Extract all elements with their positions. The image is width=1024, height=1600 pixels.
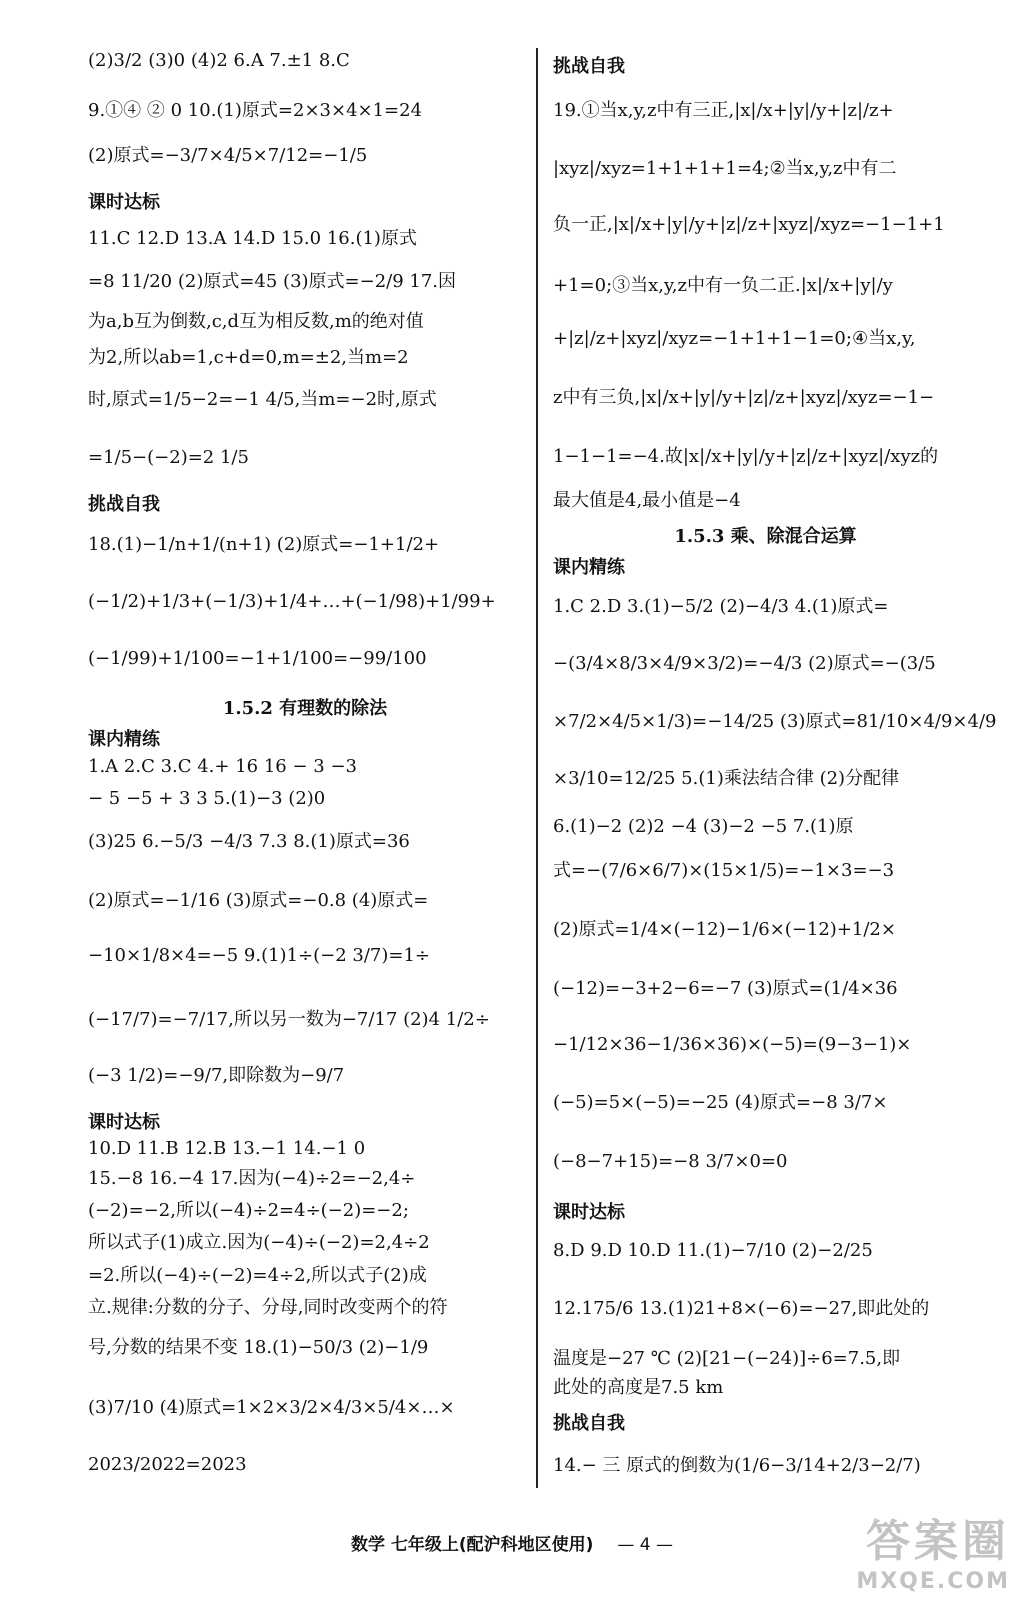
left-section-14: 1.5.2 有理数的除法	[222, 698, 388, 719]
left-line-12: (−1/2)+1/3+(−1/3)+1/4+…+(−1/98)+1/99+	[88, 591, 496, 612]
column-divider	[536, 48, 538, 1488]
right-line-7: 1−1−1=−4.故|x|/x+|y|/y+|z|/z+|xyz|/xyz的	[553, 446, 939, 467]
watermark-logo	[856, 1505, 1010, 1594]
right-line-4: +1=0;③当x,y,z中有一负二正.|x|/x+|y|/y	[553, 275, 893, 296]
left-line-17: − 5 −5 + 3 3 5.(1)−3 (2)0	[88, 788, 326, 809]
right-line-20: (−5)=5×(−5)=−25 (4)原式=−8 3/7×	[553, 1092, 888, 1113]
left-line-16: 1.A 2.C 3.C 4.+ 16 16 − 3 −3	[88, 756, 357, 777]
right-line-19: −1/12×36−1/36×36)×(−5)=(9−3−1)×	[553, 1034, 912, 1055]
right-line-23: 8.D 9.D 10.D 11.(1)−7/10 (2)−2/25	[553, 1240, 873, 1261]
left-line-1: 9.①④ ② 0 10.(1)原式=2×3×4×1=24	[88, 100, 423, 121]
left-heading-10: 挑战自我	[88, 494, 160, 515]
left-line-32: 2023/2022=2023	[88, 1454, 247, 1475]
right-heading-10: 课内精练	[553, 557, 625, 578]
right-heading-0: 挑战自我	[553, 56, 625, 77]
left-line-9: =1/5−(−2)=2 1/5	[88, 447, 249, 468]
left-line-22: (−3 1/2)=−9/7,即除数为−9/7	[88, 1065, 345, 1086]
left-line-11: 18.(1)−1/n+1/(n+1) (2)原式=−1+1/2+	[88, 534, 440, 555]
left-line-6: 为a,b互为倒数,c,d互为相反数,m的绝对值	[88, 311, 424, 332]
right-heading-27: 挑战自我	[553, 1413, 625, 1434]
right-line-1: 19.①当x,y,z中有三正,|x|/x+|y|/y+|z|/z+	[553, 100, 894, 121]
right-line-25: 温度是−27 ℃ (2)[21−(−24)]÷6=7.5,即	[553, 1348, 901, 1369]
left-line-19: (2)原式=−1/16 (3)原式=−0.8 (4)原式=	[88, 890, 429, 911]
left-line-21: (−17/7)=−7/17,所以另一数为−7/17 (2)4 1/2÷	[88, 1009, 490, 1030]
right-line-11: 1.C 2.D 3.(1)−5/2 (2)−4/3 4.(1)原式=	[553, 596, 889, 617]
right-line-8: 最大值是4,最小值是−4	[553, 490, 741, 511]
left-heading-15: 课内精练	[88, 729, 160, 750]
right-line-6: z中有三负,|x|/x+|y|/y+|z|/z+|xyz|/xyz=−1−	[553, 387, 935, 408]
right-line-21: (−8−7+15)=−8 3/7×0=0	[553, 1151, 788, 1172]
left-line-24: 10.D 11.B 12.B 13.−1 14.−1 0	[88, 1138, 366, 1159]
right-line-13: ×7/2×4/5×1/3)=−14/25 (3)原式=81/10×4/9×4/9	[553, 711, 997, 732]
watermark-line-1: 答案圈	[866, 1516, 1010, 1567]
right-line-24: 12.175/6 13.(1)21+8×(−6)=−27,即此处的	[553, 1298, 930, 1319]
left-line-27: 所以式子(1)成立.因为(−4)÷(−2)=2,4÷2	[88, 1232, 430, 1253]
left-line-0: (2)3/2 (3)0 (4)2 6.A 7.±1 8.C	[88, 50, 350, 71]
left-line-8: 时,原式=1/5−2=−1 4/5,当m=−2时,原式	[88, 389, 437, 410]
left-line-18: (3)25 6.−5/3 −4/3 7.3 8.(1)原式=36	[88, 831, 410, 852]
right-line-16: 式=−(7/6×6/7)×(15×1/5)=−1×3=−3	[553, 860, 895, 881]
right-line-28: 14.− 三 原式的倒数为(1/6−3/14+2/3−2/7)	[553, 1455, 921, 1476]
left-heading-23: 课时达标	[88, 1112, 160, 1133]
left-line-31: (3)7/10 (4)原式=1×2×3/2×4/3×5/4×…×	[88, 1397, 455, 1418]
right-line-5: +|z|/z+|xyz|/xyz=−1+1+1−1=0;④当x,y,	[553, 328, 916, 349]
left-line-28: =2.所以(−4)÷(−2)=4÷2,所以式子(2)成	[88, 1265, 427, 1286]
left-line-2: (2)原式=−3/7×4/5×7/12=−1/5	[88, 145, 368, 166]
right-line-2: |xyz|/xyz=1+1+1+1=4;②当x,y,z中有二	[553, 158, 897, 179]
left-line-4: 11.C 12.D 13.A 14.D 15.0 16.(1)原式	[88, 228, 417, 249]
watermark-line-2: MXQE.COM	[856, 1569, 1010, 1594]
right-line-14: ×3/10=12/25 5.(1)乘法结合律 (2)分配律	[553, 768, 900, 789]
right-line-3: 负一正,|x|/x+|y|/y+|z|/z+|xyz|/xyz=−1−1+1	[553, 214, 945, 235]
left-line-5: =8 11/20 (2)原式=45 (3)原式=−2/9 17.因	[88, 271, 457, 292]
right-line-18: (−12)=−3+2−6=−7 (3)原式=(1/4×36	[553, 978, 898, 999]
left-line-30: 号,分数的结果不变 18.(1)−50/3 (2)−1/9	[88, 1337, 429, 1358]
left-heading-3: 课时达标	[88, 192, 160, 213]
right-section-9: 1.5.3 乘、除混合运算	[674, 526, 857, 547]
right-heading-22: 课时达标	[553, 1202, 625, 1223]
right-line-17: (2)原式=1/4×(−12)−1/6×(−12)+1/2×	[553, 919, 896, 940]
left-line-7: 为2,所以ab=1,c+d=0,m=±2,当m=2	[88, 347, 409, 368]
left-line-20: −10×1/8×4=−5 9.(1)1÷(−2 3/7)=1÷	[88, 945, 430, 966]
footer-subject: 数学 七年级上(配沪科地区使用)	[350, 1535, 594, 1555]
left-line-25: 15.−8 16.−4 17.因为(−4)÷2=−2,4÷	[88, 1168, 416, 1189]
left-line-29: 立.规律:分数的分子、分母,同时改变两个的符	[88, 1297, 448, 1318]
right-line-26: 此处的高度是7.5 km	[553, 1377, 724, 1398]
right-line-12: −(3/4×8/3×4/9×3/2)=−4/3 (2)原式=−(3/5	[553, 653, 936, 674]
left-line-13: (−1/99)+1/100=−1+1/100=−99/100	[88, 648, 427, 669]
left-line-26: (−2)=−2,所以(−4)÷2=4÷(−2)=−2;	[88, 1200, 409, 1221]
footer-page-number: — 4 —	[617, 1535, 673, 1555]
right-line-15: 6.(1)−2 (2)2 −4 (3)−2 −5 7.(1)原	[553, 816, 854, 837]
